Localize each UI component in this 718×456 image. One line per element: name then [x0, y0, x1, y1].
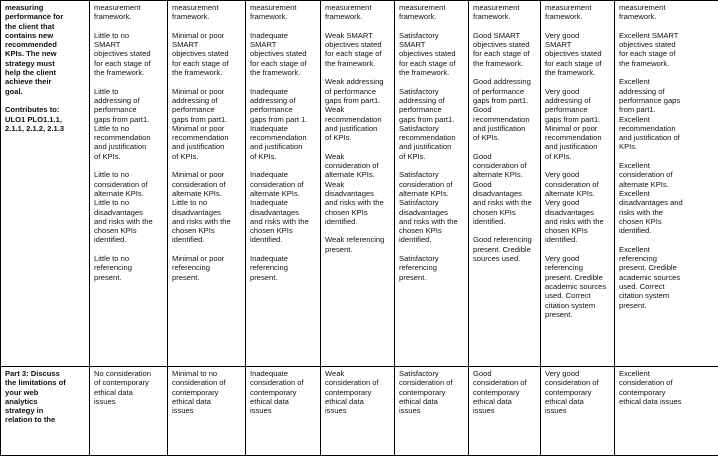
- rating-cell: [395, 367, 469, 456]
- rating-text: Minimal or poor consideration of alternate KPIs. Little to no disadvantages and risks with the chosen KPIs identified.: [172, 170, 242, 244]
- rating-text: measurement framework.: [545, 3, 611, 22]
- rating-cell: [321, 367, 395, 456]
- rating-text: measurement framework.: [399, 3, 465, 22]
- rating-text: Satisfactory SMART objectives stated for each stage of the framework.: [399, 31, 465, 77]
- rubric-body: [1, 1, 718, 456]
- rating-text: Little to addressing of performance gaps from part1. Little to no recommendation and justification of KPIs.: [94, 87, 164, 161]
- rating-text: Little to no consideration of alternate KPIs. Little to no disadvantages and risks with the chosen KPIs identified.: [94, 170, 164, 244]
- criterion-contributes: Contributes to: ULO1 PLO1.1.1, 2.1.1, 2.1.2, 2.1.3: [5, 105, 86, 133]
- rating-cell: [615, 367, 718, 456]
- rating-cell: [469, 1, 541, 367]
- rating-text: measurement framework.: [473, 3, 537, 22]
- rating-cell: [246, 367, 321, 456]
- rating-text: No consideration of contemporary ethical data issues: [94, 369, 164, 406]
- rating-text: Very good consideration of contemporary ethical data issues: [545, 369, 611, 415]
- rating-text: Good addressing of performance gaps from part1. Good recommendation and justification of KPIs.: [473, 77, 537, 142]
- rating-text: Excellent consideration of contemporary ethical data issues: [619, 369, 715, 406]
- rating-text: Satisfactory referencing present.: [399, 254, 465, 282]
- rating-text: Minimal or poor SMART objectives stated for each stage of the framework.: [172, 31, 242, 77]
- rating-text: Good consideration of contemporary ethical data issues: [473, 369, 537, 415]
- rating-text: Very good addressing of performance gaps from part1. Minimal or poor recommendation and justification of KPIs.: [545, 87, 611, 161]
- rating-text: Excellent addressing of performance gaps from part1. Excellent recommendation and justification of KPIs.: [619, 77, 715, 151]
- rating-text: Inadequate referencing present.: [250, 254, 317, 282]
- rating-text: Very good consideration of alternate KPIs. Very good disadvantages and risks with the chosen KPIs identified.: [545, 170, 611, 244]
- rating-text: Minimal or poor referencing present.: [172, 254, 242, 282]
- rating-text: Minimal or poor addressing of performance gaps from part1. Minimal or poor recommendation and justification of KPIs.: [172, 87, 242, 161]
- rating-text: Good referencing present. Credible sources used.: [473, 235, 537, 263]
- rating-cell: [541, 1, 615, 367]
- rating-text: Weak referencing present.: [325, 235, 391, 254]
- rating-text: Satisfactory consideration of alternate KPIs. Satisfactory disadvantages and risks with the chosen KPIs identified.: [399, 170, 465, 244]
- rating-cell: [168, 1, 246, 367]
- rating-cell: [321, 1, 395, 367]
- rating-text: Satisfactory consideration of contemporary ethical data issues: [399, 369, 465, 415]
- rating-cell: [395, 1, 469, 367]
- rating-text: Little to no SMART objectives stated for each stage of the framework.: [94, 31, 164, 77]
- rating-text: Excellent SMART objectives stated for each stage of the framework.: [619, 31, 715, 68]
- rating-text: Inadequate SMART objectives stated for each stage of the framework.: [250, 31, 317, 77]
- rating-cell: [246, 1, 321, 367]
- rating-text: Weak consideration of contemporary ethical data issues: [325, 369, 391, 415]
- rubric-row: [1, 1, 718, 367]
- rating-text: measurement framework.: [172, 3, 242, 22]
- criterion-cell: [1, 1, 90, 367]
- rating-text: Excellent consideration of alternate KPIs. Excellent disadvantages and risks with the chosen KPIs identified.: [619, 161, 715, 235]
- rating-text: Weak SMART objectives stated for each stage of the framework.: [325, 31, 391, 68]
- rating-cell: [90, 367, 168, 456]
- rating-cell: [168, 367, 246, 456]
- rating-text: measurement framework.: [325, 3, 391, 22]
- rating-text: Satisfactory addressing of performance gaps from part1. Satisfactory recommendation and justification of KPIs.: [399, 87, 465, 161]
- rating-text: measurement framework.: [94, 3, 164, 22]
- rating-text: Minimal to no consideration of contemporary ethical data issues: [172, 369, 242, 415]
- criterion-title: Part 3: Discuss the limitations of your web analytics strategy in relation to the: [5, 369, 86, 425]
- rubric-row: [1, 367, 718, 456]
- rating-cell: [615, 1, 718, 367]
- rating-text: Good consideration of alternate KPIs. Good disadvantages and risks with the chosen KPIs identified.: [473, 152, 537, 226]
- rating-text: Inadequate consideration of contemporary ethical data issues: [250, 369, 317, 415]
- criterion-cell: [1, 367, 90, 456]
- criterion-title: measuring performance for the client that contains new recommended KPIs. The new strategy must help the client achieve their goal.: [5, 3, 86, 96]
- rating-cell: [90, 1, 168, 367]
- rating-text: Weak consideration of alternate KPIs. Weak disadvantages and risks with the chosen KPIs identified.: [325, 152, 391, 226]
- rating-text: Inadequate addressing of performance gaps from part 1. Inadequate recommendation and justification of KPIs.: [250, 87, 317, 161]
- rating-text: measurement framework.: [619, 3, 715, 22]
- rating-cell: [469, 367, 541, 456]
- rating-text: Good SMART objectives stated for each stage of the framework.: [473, 31, 537, 68]
- rating-text: measurement framework.: [250, 3, 317, 22]
- rating-text: Inadequate consideration of alternate KPIs. Inadequate disadvantages and risks with the chosen KPIs identified.: [250, 170, 317, 244]
- rating-text: Very good referencing present. Credible academic sources used. Correct citation system present.: [545, 254, 611, 319]
- rating-text: Excellent referencing present. Credible academic sources used. Correct citation system present.: [619, 245, 715, 310]
- rating-text: Little to no referencing present.: [94, 254, 164, 282]
- rating-text: Very good SMART objectives stated for each stage of the framework.: [545, 31, 611, 77]
- rating-cell: [541, 367, 615, 456]
- rating-text: Weak addressing of performance gaps from part1. Weak recommendation and justification of KPIs.: [325, 77, 391, 142]
